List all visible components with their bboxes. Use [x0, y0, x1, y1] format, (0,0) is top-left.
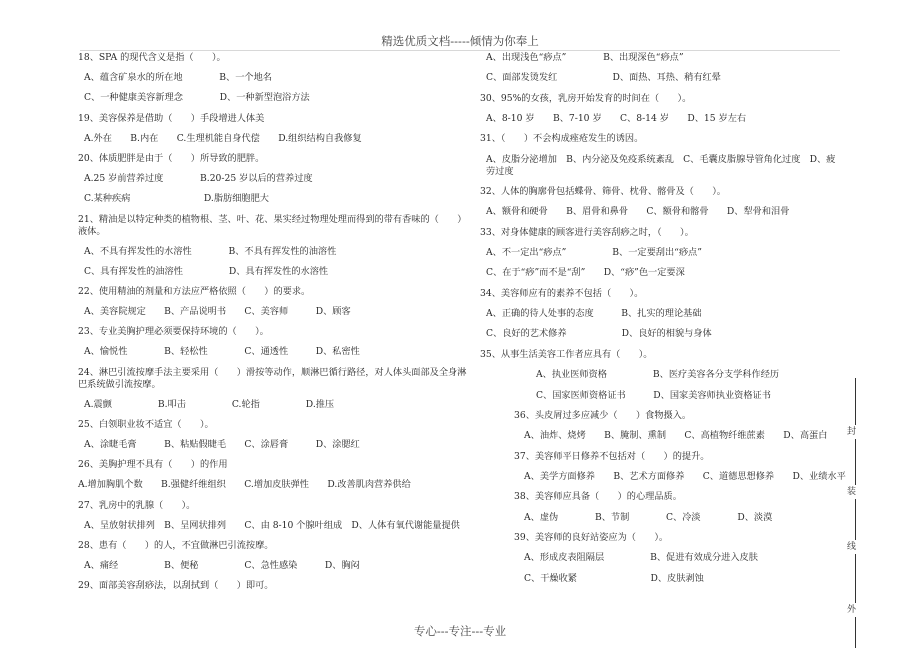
- option-line: A、正确的待人处事的态度 B、扎实的理论基础: [486, 308, 702, 320]
- option-line: A、虚伪 B、节制 C、冷淡 D、淡漠: [524, 511, 773, 523]
- option-line: C、面部发烫发红 D、面热、耳热、稍有红晕: [486, 72, 721, 84]
- option-line: C、一种健康美容新理念 D、一种新型泡浴方法: [84, 92, 310, 104]
- option-line: A、皮脂分泌增加 B、内分泌及免疫系统紊乱 C、毛囊皮脂腺导管角化过度 D、疲劳过度: [486, 153, 836, 177]
- question-line: 30、95%的女孩，乳房开始发育的时间在（ ）。: [480, 92, 692, 104]
- question-line: 39、美容师的良好站姿应为（ ）。: [514, 531, 669, 543]
- question-line: 34、美容师应有的素养不包括（ ）。: [480, 287, 644, 299]
- option-line: A、8-10 岁 B、7-10 岁 C、8-14 岁 D、15 岁左右: [486, 113, 747, 125]
- option-line: A.外在 B.内在 C.生理机能自身代偿 D.组织结构自我修复: [84, 132, 362, 144]
- left-column: [78, 52, 468, 601]
- question-line: 23、专业美胸护理必须要保持环境的（ ）。: [78, 326, 269, 338]
- question-line: 22、使用精油的剂量和方法应严格依照（ ）的要求。: [78, 285, 311, 297]
- question-line: 27、乳房中的乳腺（ ）。: [78, 499, 196, 511]
- option-line: A、愉悦性 B、轻松性 C、通透性 D、私密性: [84, 346, 360, 358]
- option-line: A、执业医师资格 B、医疗美容各分支学科作经历: [536, 369, 780, 381]
- option-line: C、良好的艺术修养 D、良好的相貌与身体: [486, 328, 712, 340]
- option-line: A、蕴含矿泉水的所在地 B、一个地名: [84, 72, 272, 84]
- option-line: A.25 岁前营养过度 B.20-25 岁以后的营养过度: [84, 173, 313, 185]
- question-line: 31、（ ）不会构成痤疮发生的诱因。: [480, 133, 644, 145]
- page-header: 精选优质文档-----倾情为你奉上: [381, 34, 539, 48]
- right-column: [480, 52, 846, 593]
- question-line: 21、精油是以特定种类的植物根、茎、叶、花、果实经过物理处理而得到的带有香味的（ ）液体。: [78, 213, 467, 237]
- binding-char-seal: 封: [847, 427, 857, 437]
- question-line: 24、淋巴引流按摩手法主要采用（ ）滑按等动作，顺淋巴循行路径，对人体头面部及全身淋巴系统做引流按摩。: [78, 366, 467, 390]
- option-line: A、额骨和硬骨 B、眉骨和鼻骨 C、额骨和髂骨 D、犁骨和泪骨: [486, 206, 790, 218]
- question-line: 37、美容师平日修养不包括对（ ）的提升。: [514, 450, 710, 462]
- option-line: A、出现浅色“痧点” B、出现深色“痧点”: [486, 52, 684, 63]
- option-line: A.震颤 B.叩击 C.轮指 D.推压: [84, 398, 335, 410]
- option-line: A、涂睫毛膏 B、粘贴假睫毛 C、涂唇膏 D、涂腮红: [84, 439, 360, 450]
- option-line: C、在于“痧”而不是“刮” D、“痧”色一定要深: [486, 267, 685, 279]
- question-line: 29、面部美容刮痧法，以刮拭到（ ）即可。: [78, 580, 274, 592]
- option-line: C、干燥收紧 D、皮肤剥蚀: [524, 572, 704, 584]
- option-line: A、美学方面修养 B、艺术方面修养 C、道德思想修养 D、业绩水平: [524, 470, 846, 482]
- binding-char-line: 线: [847, 542, 857, 552]
- question-line: 32、人体的胸廓骨包括蝶骨、筛骨、枕骨、髂骨及（ ）。: [480, 186, 726, 198]
- question-line: 36、头皮屑过多应减少（ ）食物摄入。: [514, 409, 692, 421]
- question-line: 26、美胸护理不具有（ ）的作用: [78, 459, 228, 471]
- question-line: 33、对身体健康的顾客进行美容刮痧之时，（ ）。: [480, 226, 694, 238]
- option-line: A、呈放射状排列 B、呈网状排列 C、由 8-10 个腺叶组成 D、人体有氧代谢能量提供: [84, 519, 460, 531]
- binding-char-outside: 外: [847, 605, 857, 615]
- question-line: 18、SPA 的现代含义是指（ ）。: [78, 52, 226, 63]
- option-line: A、美容院规定 B、产品说明书 C、美容师 D、顾客: [84, 306, 351, 318]
- question-line: 20、体质肥胖是由于（ ）所导致的肥胖。: [78, 152, 265, 164]
- binding-char-bind: 装: [847, 487, 857, 497]
- option-line: A、形成皮表阻隔层 B、促进有效成分进入皮肤: [524, 552, 758, 564]
- question-line: 38、美容师应具备（ ）的心理品质。: [514, 491, 682, 503]
- option-line: C、国家医师资格证书 D、国家美容师执业资格证书: [536, 389, 771, 401]
- option-line: A.增加胸肌个数 B.强健纤维组织 C.增加皮肤弹性 D.改善肌肉营养供给: [78, 479, 411, 491]
- option-line: C.某种疾病 D.脂肪细胞肥大: [84, 193, 269, 205]
- option-line: A、不具有挥发性的水溶性 B、不具有挥发性的油溶性: [84, 245, 337, 257]
- header-divider: [80, 50, 840, 51]
- option-line: A、油炸、烧烤 B、腌制、熏制 C、高植物纤维蔗素 D、高蛋白: [524, 430, 828, 442]
- option-line: A、不一定出“痧点” B、一定要刮出“痧点”: [486, 247, 702, 259]
- option-line: A、痛经 B、便秘 C、急性感染 D、胸闷: [84, 560, 360, 572]
- option-line: C、具有挥发性的油溶性 D、具有挥发性的水溶性: [84, 265, 329, 277]
- page-footer: 专心---专注---专业: [413, 624, 507, 638]
- question-line: 19、美容保养是借助（ ）手段增进人体美: [78, 112, 265, 124]
- question-line: 35、从事生活美容工作者应具有（ ）。: [480, 348, 653, 360]
- question-line: 25、白领职业妆不适宜（ ）。: [78, 418, 214, 430]
- question-line: 28、患有（ ）的人，不宜做淋巴引流按摩。: [78, 539, 274, 551]
